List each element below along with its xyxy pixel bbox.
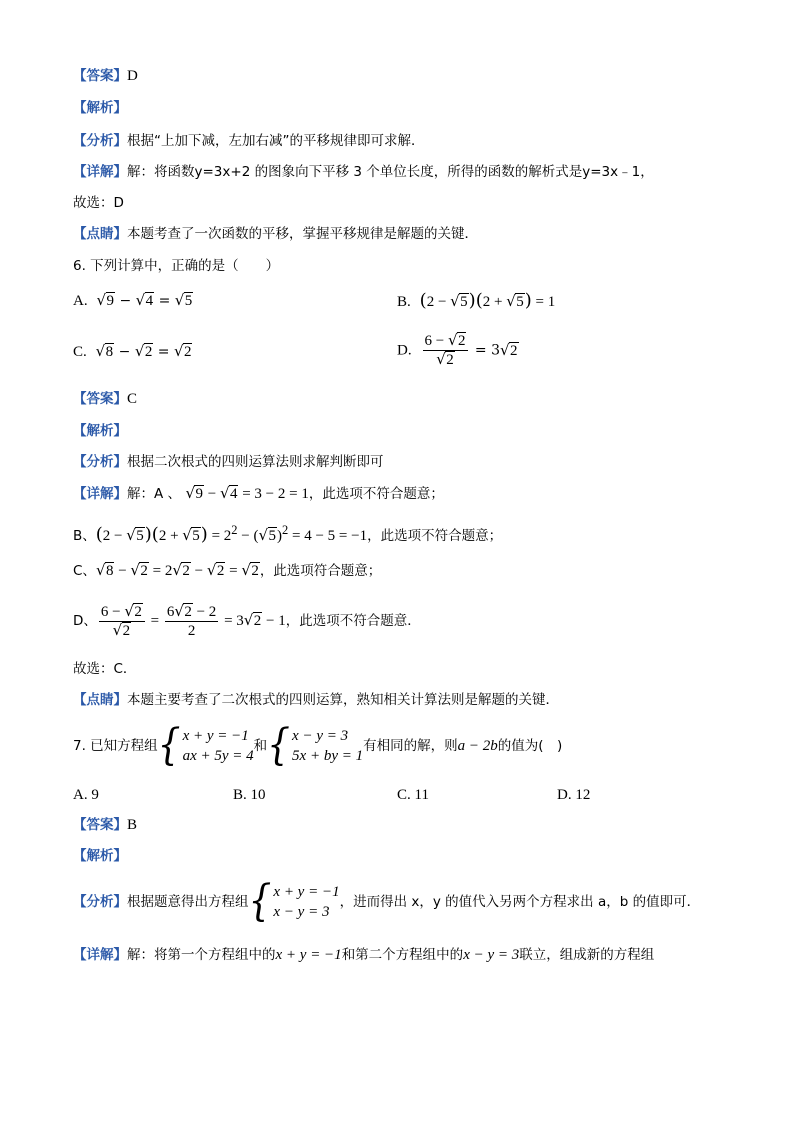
- math-expr: √ 9 − √ 4 = 3 − 2 = 1: [185, 486, 308, 502]
- equation-system-1: { x + y = −1 ax + 5y = 4: [157, 720, 254, 770]
- q6-detail-d: [73, 603, 421, 640]
- detail-prefix: C、: [73, 563, 96, 579]
- fenxi-tag: 【分析】: [73, 894, 127, 910]
- analysis-tag: 【解析】: [73, 100, 127, 116]
- detail-suffix: 联立，组成新的方程组: [519, 947, 655, 963]
- answer-value: D: [127, 68, 138, 84]
- math-expr: 6 − √ 2 √ 2 = $\frac{6√ 2 - 2}{2}$ = 3√ 2 − 1: [97, 613, 286, 629]
- q5-choose-line: [73, 193, 124, 213]
- q6-choose-line: [73, 659, 136, 679]
- q7-option-b: B. 10: [233, 787, 266, 803]
- detail-suffix: ，此选项符合题意；: [259, 563, 382, 579]
- q6-detail-b: [73, 520, 502, 546]
- option-label: B.: [397, 294, 411, 310]
- q7-analysis-line: [73, 846, 127, 866]
- fenxi-text: 根据二次根式的四则运算法则求解判断即可: [127, 454, 384, 470]
- fenxi-tag: 【分析】: [73, 454, 127, 470]
- option-label: C.: [73, 344, 87, 360]
- q5-fenxi-line: [73, 131, 425, 151]
- dianjing-tag: 【点睛】: [73, 226, 127, 242]
- stem-and: 和: [253, 738, 268, 754]
- equation-system-3: { x + y = −1 x − y = 3: [248, 876, 340, 926]
- q5-analysis-line: [73, 98, 127, 118]
- q5-dianjing-line: [73, 224, 478, 244]
- math-expr: √ 8: [96, 342, 115, 362]
- answer-value: B: [127, 817, 138, 833]
- answer-tag: 【答案】: [73, 817, 127, 833]
- equation-system-2: { x − y = 3 5x + by = 1: [267, 720, 364, 770]
- q7-detail-line: 【详解】解：将第一个方程组中的x + y = −1和第二个方程组中的x − y = 3联立，组成新的方程组: [73, 947, 655, 963]
- detail-tag: 【详解】: [73, 164, 127, 180]
- detail-suffix: ，此选项不符合题意．: [285, 612, 421, 629]
- q5-answer-line: [73, 66, 138, 86]
- q7-answer-line: [73, 815, 137, 835]
- stem-suffix: 有相同的解，则: [363, 738, 458, 754]
- q6-stem: [73, 256, 279, 276]
- detail-prefix: 解：A 、: [127, 486, 182, 502]
- q6-dianjing-line: [73, 690, 559, 710]
- detail-suffix: ，此选项不符合题意；: [367, 528, 503, 544]
- fenxi-suffix: ，进而得出 x，y 的值代入另两个方程求出 a，b 的值即可．: [339, 894, 701, 910]
- dianjing-text: 本题主要考查了二次根式的四则运算，熟知相关计算法则是解题的关键．: [127, 692, 559, 708]
- choose-text: 故选：C．: [73, 661, 137, 677]
- choose-text: 故选：D: [73, 195, 124, 211]
- answer-tag: 【答案】: [73, 391, 127, 407]
- q6-option-d: D. 6 − √ 2 √ 2 = 3√ 2: [397, 332, 519, 369]
- question-stem: 6. 下列计算中，正确的是（ ）: [73, 258, 280, 274]
- stem-suffix-2: 的值为( ): [497, 738, 563, 754]
- q7-stem: 7. 已知方程组 { x + y = −1 ax + 5y = 4 和 { x − y = 3 5x + by = 1 有相同的解，则a − 2b的值为( ): [73, 720, 563, 770]
- q6-detail-a: [73, 484, 444, 504]
- dianjing-tag: 【点睛】: [73, 692, 127, 708]
- detail-text: 解：将函数y=3x+2 的图象向下平移 3 个单位长度，所得的函数的解析式是y=3x﹣1，: [127, 164, 654, 180]
- answer-tag: 【答案】: [73, 68, 127, 84]
- q6-option-b: [397, 291, 555, 312]
- detail-tag: 【详解】: [73, 947, 127, 963]
- q6-option-c: C. √ 8 − √ 2 = √ 2: [73, 342, 192, 362]
- fenxi-tag: 【分析】: [73, 133, 127, 149]
- q6-answer-line: [73, 389, 137, 409]
- q7-fenxi-line: [73, 876, 701, 926]
- detail-tag: 【详解】: [73, 486, 127, 502]
- math-expr: (2 − √ 5)(2 + √ $5) = 2^2$ − (√ 5)$^2$ = 4 − 5 = −1: [96, 528, 367, 544]
- fenxi-text: 根据“上加下减，左加右减”的平移规律即可求解．: [127, 133, 425, 149]
- stem-prefix: 7. 已知方程组: [73, 738, 158, 754]
- detail-middle: 和第二个方程组中的: [341, 947, 464, 963]
- math-expr: √ 8 − √ 2 = 2√ 2 − √ 2 = √ 2: [96, 563, 260, 579]
- detail-prefix: B、: [73, 528, 96, 544]
- dianjing-text: 本题考查了一次函数的平移，掌握平移规律是解题的关键．: [127, 226, 478, 242]
- q7-option-a: A. 9: [73, 787, 99, 803]
- math-expr: (2 − √ 5)(2 + √ 5) = 1: [420, 294, 556, 310]
- q6-analysis-line: [73, 421, 127, 441]
- q5-detail-line: [73, 162, 654, 182]
- detail-suffix: ，此选项不符合题意；: [308, 486, 444, 502]
- option-label: A.: [73, 293, 88, 309]
- q6-option-a: A. √ 9 − √ 4 = √ 5: [73, 291, 193, 311]
- q6-detail-c: [73, 561, 381, 581]
- analysis-tag: 【解析】: [73, 848, 127, 864]
- fenxi-prefix: 根据题意得出方程组: [127, 894, 249, 910]
- q6-fenxi-line: [73, 452, 384, 472]
- math-expr: √ 9: [97, 291, 116, 311]
- q7-option-d: D. 12: [557, 787, 591, 803]
- option-label: D.: [397, 342, 412, 359]
- q7-option-c: C. 11: [397, 787, 429, 803]
- math-expr: 6 − √ 2 √ 2: [423, 332, 469, 369]
- detail-prefix: D、: [73, 612, 97, 629]
- analysis-tag: 【解析】: [73, 423, 127, 439]
- detail-prefix: 解：将第一个方程组中的: [127, 947, 276, 963]
- answer-value: C: [127, 391, 138, 407]
